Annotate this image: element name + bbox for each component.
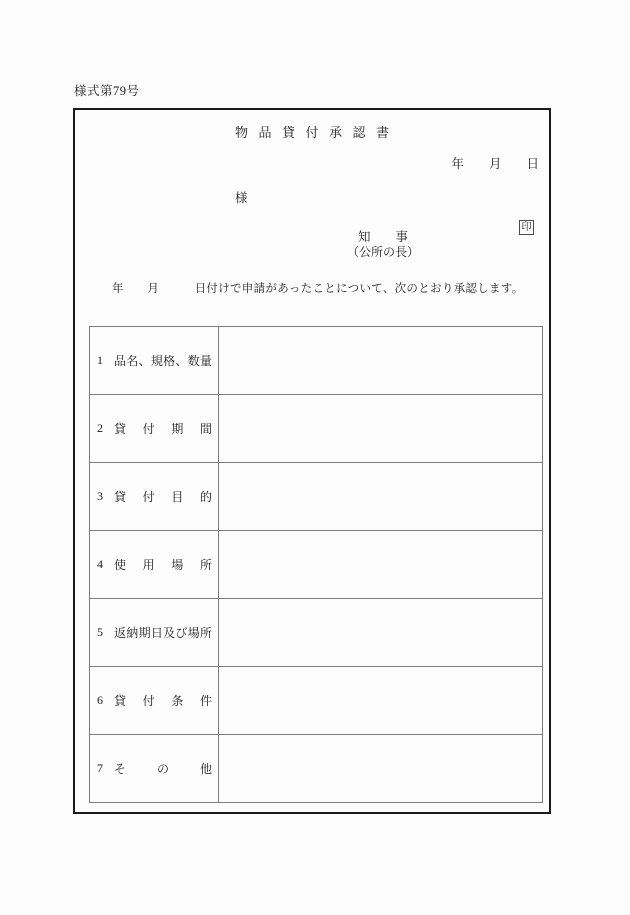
row-number: 1 (97, 353, 103, 367)
table-row (90, 531, 543, 599)
row-value-cell (219, 395, 543, 463)
issue-date-line: 年 月 日 (451, 157, 539, 171)
issuer-title: 知 事 (358, 230, 409, 244)
seal-mark: 印 (519, 220, 534, 235)
row-label-cell (90, 735, 219, 803)
row-number: 6 (97, 693, 103, 707)
row-label: 返納期日及び場所 (114, 626, 212, 640)
row-value-cell (219, 327, 543, 395)
row-label-cell (90, 599, 219, 667)
row-value-cell (219, 735, 543, 803)
row-label-cell (90, 327, 219, 395)
row-label: 貸 付 期 間 (114, 422, 212, 436)
row-label: 品名、規格、数量 (114, 354, 212, 368)
loan-details-table (89, 326, 543, 803)
row-label-cell (90, 531, 219, 599)
approval-sentence: 年 月 日付けで申請があったことについて、次のとおり承認します。 (112, 283, 524, 295)
row-label: そ の 他 (114, 762, 212, 776)
row-label-cell (90, 463, 219, 531)
row-number: 3 (97, 489, 103, 503)
row-label: 貸 付 目 的 (114, 490, 212, 504)
table-row (90, 327, 543, 395)
row-label: 使 用 場 所 (114, 558, 212, 572)
table-row (90, 463, 543, 531)
table-row (90, 395, 543, 463)
table-row (90, 667, 543, 735)
addressee-suffix: 様 (235, 191, 248, 205)
row-number: 5 (97, 625, 103, 639)
row-label-cell (90, 395, 219, 463)
row-number: 7 (97, 761, 103, 775)
form-number: 様式第79号 (74, 84, 140, 98)
issuer-subtitle: （公所の長） (347, 245, 420, 259)
row-label-cell (90, 667, 219, 735)
table-row (90, 599, 543, 667)
table-row (90, 735, 543, 803)
row-value-cell (219, 463, 543, 531)
document-title: 物品貸付承認書 (234, 125, 400, 140)
document-frame (73, 108, 551, 814)
row-number: 2 (97, 421, 103, 435)
row-value-cell (219, 531, 543, 599)
row-number: 4 (97, 557, 103, 571)
row-value-cell (219, 667, 543, 735)
row-value-cell (219, 599, 543, 667)
row-label: 貸 付 条 件 (114, 694, 212, 708)
